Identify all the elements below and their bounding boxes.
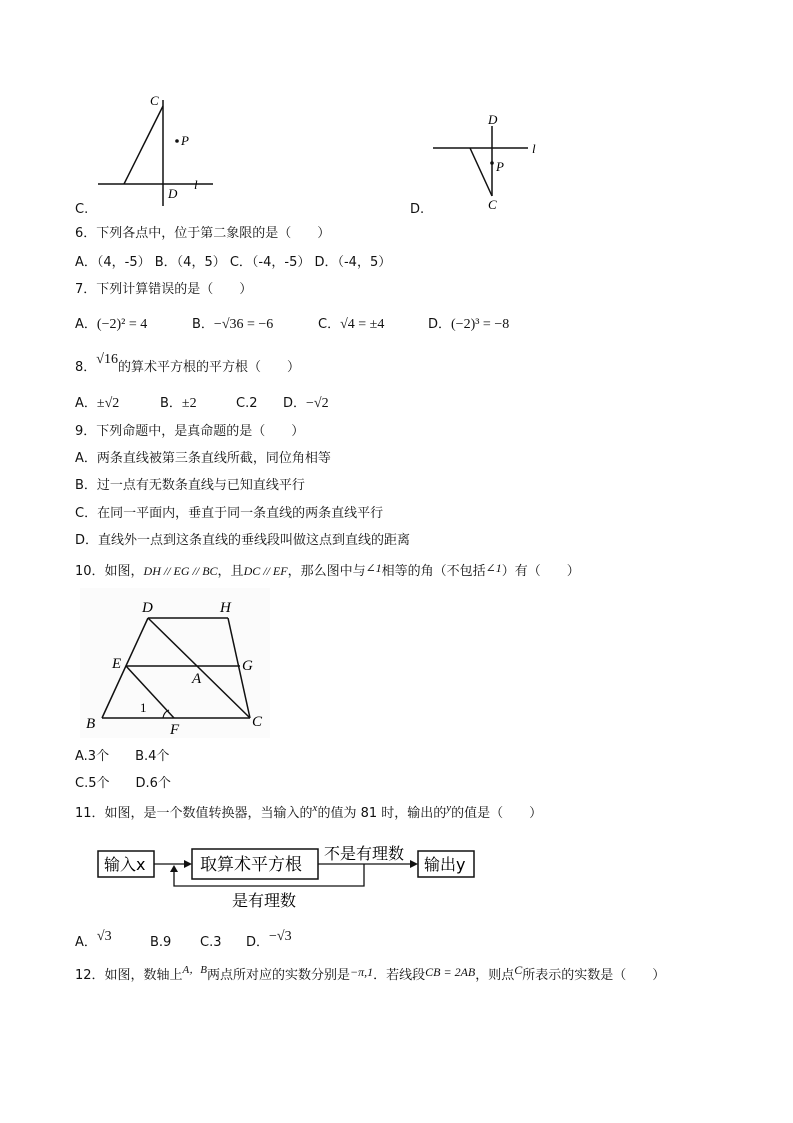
fd-C-label: C [488,197,497,212]
q10-math-angle-2: ∠1 [485,561,502,575]
q10-B-label: B [86,716,96,732]
q12-text-1: 12．如图，数轴上 [75,968,183,983]
q8-a-expr: ±√2 [96,396,120,411]
q8-b-expr: ±2 [181,396,197,411]
q11-converter-diagram [96,842,486,914]
q7-option-d [428,316,509,334]
q7-d-expr: (−2)³ = −8 [451,317,510,332]
q11-text-3: 的值是（ ） [451,806,543,821]
figure-option-d [428,108,553,213]
figure-c-option-label: C. [75,202,89,217]
q10-text-4: 相等的角（不包括 [381,564,486,579]
figure-d-option-label: D. [410,202,425,217]
q8-stem-text: 的算术平方根的平方根（ ） [117,360,300,375]
q10-stem [75,562,580,581]
fd-P-label: P [496,159,504,174]
q10-math-parallel-2: DC // EF [243,564,288,578]
q10-figure-trapezoid [80,588,270,738]
q7-option-c [318,316,384,334]
q11-d-prefix: D． [246,935,270,950]
q8-stem-math: √16 [96,352,118,367]
q7-b-expr: −√36 = −6 [213,317,274,332]
q8-stem-line [75,352,300,377]
q10-text-2: ，且 [217,564,244,579]
q11-option-b: B.9 [150,935,172,950]
q10-one-label: 1 [140,700,147,715]
q12-text-4: ，则点 [475,968,515,983]
q7-option-b [192,316,273,334]
figure-option-c [88,88,243,213]
q8-option-a [75,395,119,413]
q12-math-segment: CB = 2AB [425,965,476,979]
q12-math-points: A，B [182,964,207,976]
q11-a-prefix: A． [75,935,97,950]
q10-D-label: D [142,600,153,616]
q10-text-1: 10．如图， [75,564,144,579]
fc-P-label: P [181,133,189,148]
fc-D-label: D [168,186,178,201]
q12-text-3: ．若线段 [373,968,426,983]
q6-stem: 6．下列各点中，位于第二象限的是（ ） [75,226,331,241]
fd-D-label: D [488,112,498,127]
q9-option-b: B．过一点有无数条直线与已知直线平行 [75,478,305,493]
q11-text-1: 11．如图，是一个数值转换器，当输入的 [75,806,313,821]
q10-text-5: ）有（ ） [501,564,580,579]
q7-a-expr: (−2)² = 4 [96,317,148,332]
q12-math-point-c: C [514,963,523,977]
q10-G-label: G [242,658,253,674]
q10-text-3: ，那么图中与 [287,564,366,579]
q8-option-b [160,395,197,413]
q11-a-expr: √3 [96,929,112,944]
q11-rational-label: 是有理数 [232,891,297,910]
q9-option-c: C．在同一平面内，垂直于同一条直线的两条直线平行 [75,506,384,521]
q12-text-5: 所表示的实数是（ ） [522,968,666,983]
q12-text-2: 两点所对应的实数分别是 [207,968,351,983]
q10-math-angle-1: ∠1 [365,561,382,575]
fc-C-label: C [150,93,159,108]
q11-box-sqrt-label: 取算术平方根 [200,855,302,875]
q12-stem [75,963,666,985]
q11-text-2: 的值为 81 时，输出的 [317,806,447,821]
q7-stem: 7．下列计算错误的是（ ） [75,282,253,297]
q8-option-d [283,395,329,413]
q11-box-output-label: 输出y [424,855,466,874]
q12-math-values: −π,1 [350,965,374,979]
q7-d-prefix: D． [428,317,452,332]
q11-var-x: x [312,802,318,814]
fd-l-label: l [532,141,536,156]
q7-options [75,316,147,334]
fc-l-label: l [194,177,198,192]
q7-b-prefix: B． [192,317,214,332]
q11-box-input-label: 输入x [104,855,146,874]
q8-option-c: C.2 [236,396,258,411]
q9-stem: 9．下列命题中，是真命题的是（ ） [75,424,305,439]
q10-math-parallel-1: DH // EG // BC [143,564,218,578]
q11-d-expr: −√3 [269,929,292,944]
q8-d-expr: −√2 [306,396,329,411]
q11-option-c: C.3 [200,935,222,950]
q10-F-label: F [170,722,180,738]
q8-b-prefix: B． [160,396,182,411]
q10-options-row-2: C.5个 D.6个 [75,776,171,791]
q8-number: 8． [75,360,97,375]
q7-c-expr: √4 = ±4 [340,317,385,332]
q9-option-d: D．直线外一点到这条直线的垂线段叫做这点到直线的距离 [75,533,411,548]
q10-E-label: E [112,656,122,672]
q11-option-d [246,929,292,952]
q7-c-prefix: C． [318,317,341,332]
q10-C-label: C [252,714,263,730]
q7-a-prefix: A． [75,317,97,332]
q6-options: A．（4，-5） B．（4，5） C．（-4，-5） D．（-4，5） [75,255,392,270]
q11-option-a [75,929,112,952]
q10-options-row-1: A.3个 B.4个 [75,749,170,764]
q9-option-a: A．两条直线被第三条直线所截，同位角相等 [75,451,331,466]
q11-var-y: y [446,802,452,814]
q8-d-prefix: D． [283,396,307,411]
q11-not-rational-label: 不是有理数 [324,844,405,863]
q10-A-label: A [192,671,202,687]
q8-a-prefix: A． [75,396,97,411]
q10-H-label: H [220,600,231,616]
q11-stem [75,802,543,823]
